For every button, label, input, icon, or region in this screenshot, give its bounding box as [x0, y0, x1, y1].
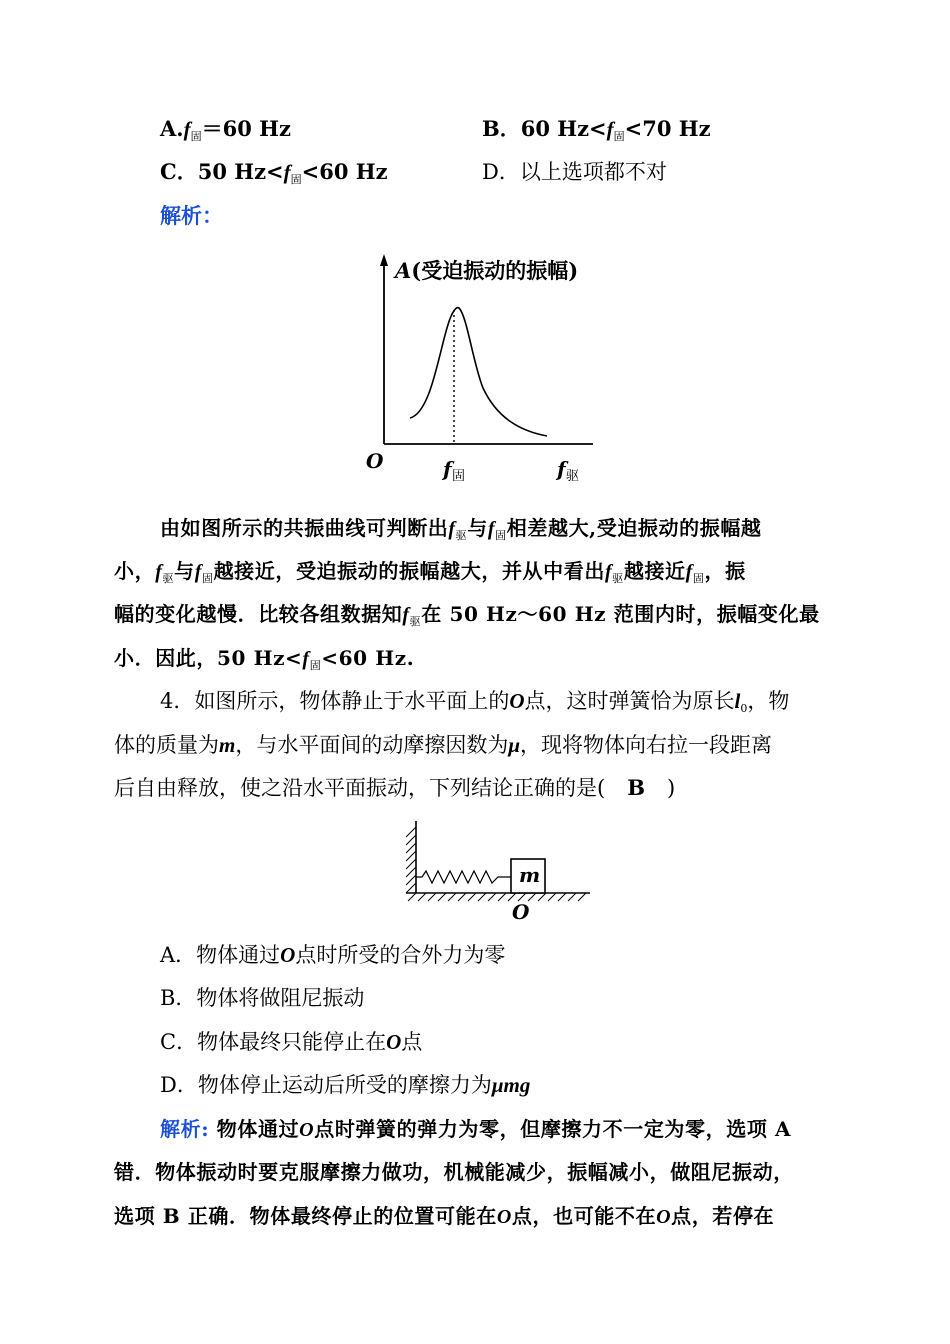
wall-hatching: [406, 827, 416, 893]
q4-explanation-line-3: 选项 B 正确．物体最终停止的位置可能在O点，也可能不在O点，若停在: [114, 1204, 775, 1228]
y-axis-arrow: [380, 254, 388, 266]
analysis-label: 解析：: [160, 203, 223, 228]
q4-option-c: C．物体最终只能停止在O点: [160, 1030, 423, 1054]
option-c: C．50 $Hz<f_固<60$ Hz: [160, 159, 388, 186]
option-a: $A.f_固=60$ Hz: [160, 116, 291, 143]
option-b: B．60 $Hz<f_固<70$ Hz: [482, 116, 711, 143]
q4-line-3: 后自由释放，使之沿水平面振动，下列结论正确的是( B ): [114, 775, 676, 800]
x-axis-f: f: [557, 457, 566, 481]
q4-line-2: 体的质量为m，与水平面间的动摩擦因数为μ，现将物体向右拉一段距离: [114, 733, 773, 757]
q4-option-a: A．物体通过O点时所受的合外力为零: [160, 943, 506, 967]
floor-hatching: [408, 893, 586, 901]
origin-label: O: [366, 449, 384, 473]
spring: [416, 871, 511, 883]
point-o-label: O: [512, 900, 530, 924]
x-axis-sub: 驱: [566, 469, 580, 484]
q4-option-d: D．物体停止运动后所受的摩擦力为μmg: [160, 1073, 531, 1097]
resonance-curve-figure: [355, 248, 605, 493]
q4-explanation-line-1: 解析: 物体通过O点时弹簧的弹力为零，但摩擦力不一定为零，选项 A: [160, 1117, 792, 1141]
x-tick-sub: 固: [452, 469, 466, 484]
mass-label: m: [519, 863, 541, 887]
explanation-line-4: 小．因此，50 $Hz<f_固<60$ Hz.: [114, 646, 415, 672]
q4-explanation-line-2: 错．物体振动时要克服摩擦力做功，机械能减少，振幅减小，做阻尼振动，: [114, 1160, 794, 1184]
resonance-curve: [410, 308, 547, 436]
x-tick-f: f: [443, 457, 452, 481]
option-d: D．以上选项都不对: [482, 160, 667, 184]
spring-mass-figure: [398, 815, 598, 927]
y-axis-label: A(受迫振动的振幅): [395, 258, 579, 283]
answer: B: [627, 775, 645, 800]
q4-option-b: B．物体将做阻尼振动: [160, 986, 365, 1010]
explanation-line-1: 由如图所示的共振曲线可判断出$f_驱$与$f_固$相差越大,受迫振动的振幅越: [160, 516, 762, 542]
explanation-line-3: 幅的变化越慢．比较各组数据知$f_驱$在 50 Hz～60 Hz 范围内时，振幅变化最: [114, 602, 820, 628]
q4-line-1: 4．如图所示，物体静止于水平面上的O点，这时弹簧恰为原长$l_0$，物: [160, 689, 790, 715]
explanation-line-2: 小，$f_驱$与$f_固$越接近，受迫振动的振幅越大，并从中看出$f_驱$越接近$f_固$，振: [114, 559, 746, 585]
